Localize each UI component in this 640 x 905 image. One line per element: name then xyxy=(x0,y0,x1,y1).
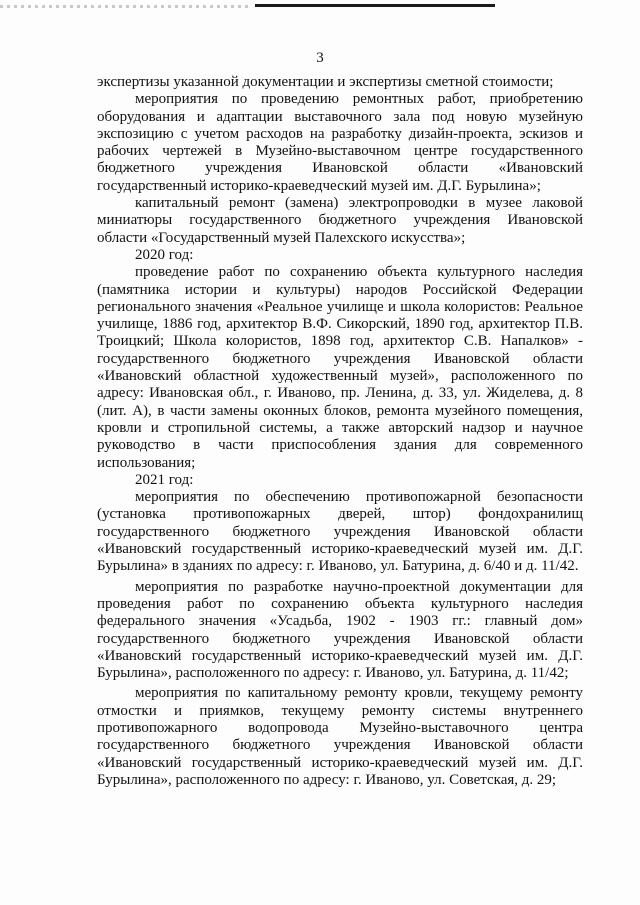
paragraph-electrical-wiring-palekh: капитальный ремонт (замена) электропроводки в музее лаковой миниатюры государственного бюджетного учреждения Ивановской области «Государственный музей Палехского искусства»; xyxy=(97,195,583,246)
document-body xyxy=(97,74,583,789)
year-heading-2020: 2020 год: xyxy=(135,246,194,263)
scan-dark-band xyxy=(255,4,495,7)
paragraph-expertise-continuation: экспертизы указанной документации и экспертизы сметной стоимости; xyxy=(97,74,554,90)
paragraph-fire-safety: мероприятия по обеспечению противопожарной безопасности (установка противопожарных дверей, штор) фондохранилищ государственного бюджетного учреждения Ивановской области «Ивановский государственный историко-краеведческий музей им. Д.Г. Бурылина» в зданиях по адресу: г. Иваново, ул. Батурина, д. 6/40 и д. 11/42. xyxy=(97,489,583,575)
page-number: 3 xyxy=(316,50,324,66)
paragraph-renovation-exhibition-hall: мероприятия по проведению ремонтных работ, приобретению оборудования и адаптации выставочного зала под новую музейную экспозицию с учетом расходов на разработку дизайн-проекта, эскизов и рабочих чертежей в Музейно-выставочном центре государственного бюджетного учреждения Ивановской области «Ивановский государственный историко-краеведческий музей им. Д.Г. Бурылина»; xyxy=(97,91,583,194)
scan-edge-artifact xyxy=(0,4,640,12)
paragraph-roof-repair: мероприятия по капитальному ремонту кровли, текущему ремонту отмостки и приямков, текущему ремонту системы внутреннего противопожарного водопровода Музейно-выставочного центра государственного бюджетного учреждения Ивановской области «Ивановский государственный историко-краеведческий музей им. Д.Г. Бурылина», расположенного по адресу: г. Иваново, ул. Советская, д. 29; xyxy=(97,685,583,788)
paragraph-heritage-real-school: проведение работ по сохранению объекта культурного наследия (памятника истории и культуры) народов Российской Федерации регионального значения «Реальное училище и школа колористов: Реальное училище, 1886 год, архитектор В.Ф. Сикорский, 1890 год, архитектор П.В. Троицкий; Школа колористов, 1898 год, архитектор С.В. Напалков» - государственного бюджетного учреждения Ивановской области «Ивановский областной художественный музей», расположенного по адресу: Ивановская обл., г. Иваново, пр. Ленина, д. 33, ул. Жиделева, д. 8 (лит. А), в части замены оконных блоков, ремонта музейного помещения, кровли и стропильной системы, а также авторский надзор и научное руководство в части приспособления здания для современного использования; xyxy=(97,264,583,471)
scan-specks xyxy=(0,5,250,8)
paragraph-design-documentation: мероприятия по разработке научно-проектной документации для проведения работ по сохранению объекта культурного наследия федерального значения «Усадьба, 1902 - 1903 гг.: главный дом» государственного бюджетного учреждения Ивановской области «Ивановский государственный историко-краеведческий музей им. Д.Г. Бурылина», расположенного по адресу: г. Иваново, ул. Батурина, д. 11/42; xyxy=(97,578,583,682)
year-heading-2021: 2021 год: xyxy=(135,471,194,488)
